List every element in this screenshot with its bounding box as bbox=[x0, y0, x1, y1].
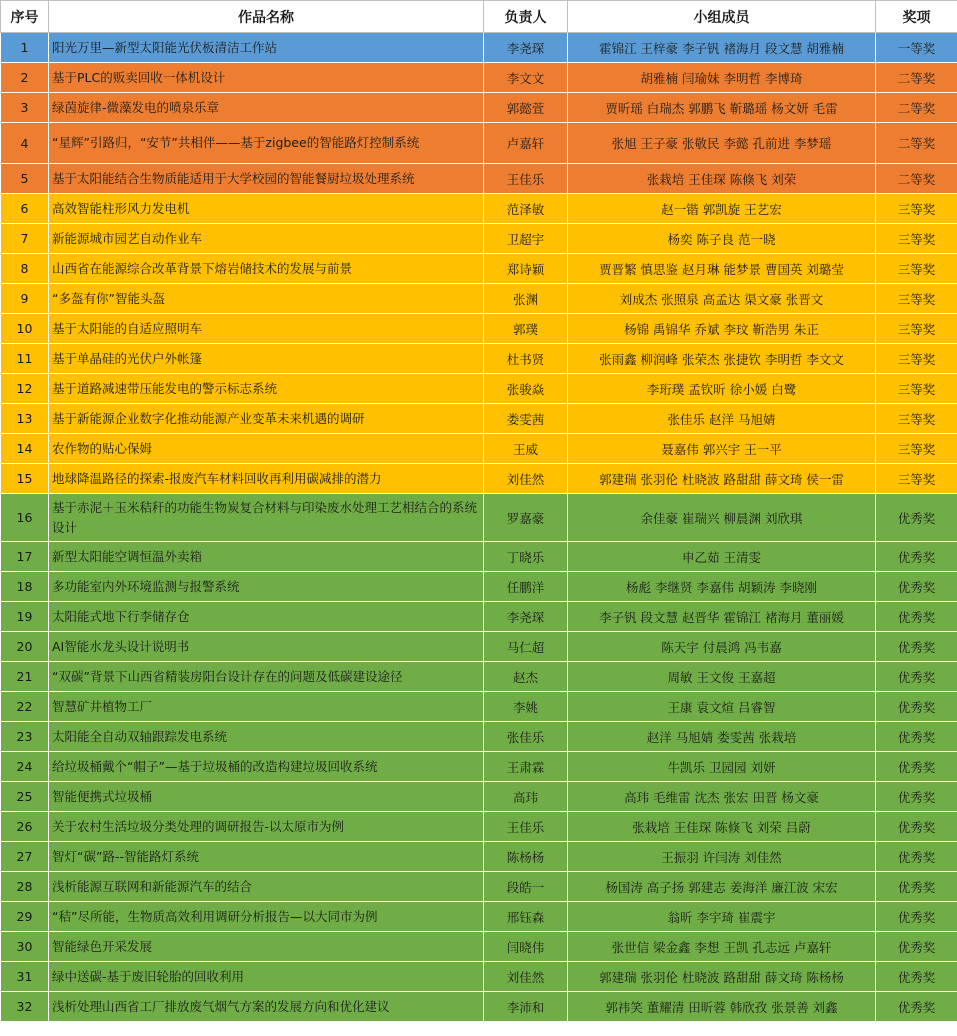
row-title: “多盔有你”智能头盔 bbox=[49, 284, 484, 314]
row-title: 新型太阳能空调恒温外卖箱 bbox=[49, 542, 484, 572]
table-row bbox=[1, 224, 957, 254]
row-index: 1 bbox=[1, 33, 49, 63]
table-row bbox=[1, 254, 957, 284]
row-award: 优秀奖 bbox=[876, 992, 957, 1022]
row-index: 20 bbox=[1, 632, 49, 662]
header-members: 小组成员 bbox=[568, 1, 876, 33]
row-award: 优秀奖 bbox=[876, 902, 957, 932]
row-leader: 任鹏洋 bbox=[484, 572, 568, 602]
row-index: 5 bbox=[1, 164, 49, 194]
row-members: 贾昕瑶 白瑞杰 郭鹏飞 靳璐瑶 杨文妍 毛雷 bbox=[568, 93, 876, 123]
row-leader: 李沛和 bbox=[484, 992, 568, 1022]
row-award: 三等奖 bbox=[876, 314, 957, 344]
row-leader: 李文文 bbox=[484, 63, 568, 93]
row-title: 地球降温路径的探索-报废汽车材料回收再利用碳减排的潜力 bbox=[49, 464, 484, 494]
row-leader: 范泽敏 bbox=[484, 194, 568, 224]
row-award: 一等奖 bbox=[876, 33, 957, 63]
header-title: 作品名称 bbox=[49, 1, 484, 33]
table-row bbox=[1, 572, 957, 602]
table-row bbox=[1, 962, 957, 992]
row-title: 高效智能柱形风力发电机 bbox=[49, 194, 484, 224]
row-index: 26 bbox=[1, 812, 49, 842]
row-leader: 闫晓伟 bbox=[484, 932, 568, 962]
row-title: 基于PLC的贩卖回收一体机设计 bbox=[49, 63, 484, 93]
row-index: 25 bbox=[1, 782, 49, 812]
row-leader: 丁晓乐 bbox=[484, 542, 568, 572]
row-award: 三等奖 bbox=[876, 344, 957, 374]
row-title: 新能源城市园艺自动作业车 bbox=[49, 224, 484, 254]
table-body bbox=[1, 33, 957, 1022]
row-award: 三等奖 bbox=[876, 464, 957, 494]
row-leader: 李姚 bbox=[484, 692, 568, 722]
row-members: 张旭 王子豪 张敬民 李懿 孔前进 李梦瑶 bbox=[568, 123, 876, 164]
table-row bbox=[1, 344, 957, 374]
table-row bbox=[1, 194, 957, 224]
row-title: 多功能室内外环境监测与报警系统 bbox=[49, 572, 484, 602]
row-members: 刘成杰 张照泉 高孟达 渠文豪 张晋文 bbox=[568, 284, 876, 314]
row-members: 聂嘉伟 郭兴宇 王一平 bbox=[568, 434, 876, 464]
row-award: 优秀奖 bbox=[876, 692, 957, 722]
table-row bbox=[1, 63, 957, 93]
row-title: AI智能水龙头设计说明书 bbox=[49, 632, 484, 662]
row-leader: 罗嘉豪 bbox=[484, 494, 568, 542]
row-award: 优秀奖 bbox=[876, 872, 957, 902]
table-row bbox=[1, 602, 957, 632]
row-leader: 刘佳然 bbox=[484, 962, 568, 992]
row-members: 杨彪 李继贤 李嘉伟 胡颖涛 李晓刚 bbox=[568, 572, 876, 602]
row-title: “星辉”引路归，“安节”共相伴——基于zigbee的智能路灯控制系统 bbox=[49, 123, 484, 164]
row-award: 三等奖 bbox=[876, 224, 957, 254]
row-members: 赵洋 马旭婧 娄雯茜 张栽培 bbox=[568, 722, 876, 752]
row-award: 优秀奖 bbox=[876, 602, 957, 632]
row-leader: 刘佳然 bbox=[484, 464, 568, 494]
row-title: 浅析处理山西省工厂排放废气烟气方案的发展方向和优化建议 bbox=[49, 992, 484, 1022]
row-index: 32 bbox=[1, 992, 49, 1022]
row-members: 李珩璞 孟钦昕 徐小媛 白鹭 bbox=[568, 374, 876, 404]
table-row bbox=[1, 662, 957, 692]
row-members: 张栽培 王佳琛 陈倏飞 刘荣 吕蔚 bbox=[568, 812, 876, 842]
row-members: 张雨鑫 柳润峰 张荣杰 张捷钦 李明哲 李文文 bbox=[568, 344, 876, 374]
row-award: 优秀奖 bbox=[876, 722, 957, 752]
row-members: 霍锦江 王梓豪 李子钒 褚海月 段文慧 胡雅楠 bbox=[568, 33, 876, 63]
row-title: 基于单晶硅的光伏户外帐篷 bbox=[49, 344, 484, 374]
row-members: 胡雅楠 闫瑜妹 李明哲 李博琦 bbox=[568, 63, 876, 93]
table-row bbox=[1, 932, 957, 962]
row-index: 8 bbox=[1, 254, 49, 284]
row-title: 山西省在能源综合改革背景下熔岩储技术的发展与前景 bbox=[49, 254, 484, 284]
header-index: 序号 bbox=[1, 1, 49, 33]
row-members: 陈天宇 付晨鸿 冯韦嘉 bbox=[568, 632, 876, 662]
row-members: 余佳豪 崔瑞兴 柳晨渊 刘欣琪 bbox=[568, 494, 876, 542]
table-row bbox=[1, 123, 957, 164]
row-award: 三等奖 bbox=[876, 284, 957, 314]
row-title: 智慧矿井植物工厂 bbox=[49, 692, 484, 722]
row-members: 高玮 毛维雷 沈杰 张宏 田晋 杨文豪 bbox=[568, 782, 876, 812]
table-row bbox=[1, 284, 957, 314]
row-index: 24 bbox=[1, 752, 49, 782]
row-leader: 王威 bbox=[484, 434, 568, 464]
row-leader: 王肃霖 bbox=[484, 752, 568, 782]
row-index: 27 bbox=[1, 842, 49, 872]
row-award: 三等奖 bbox=[876, 194, 957, 224]
row-award: 优秀奖 bbox=[876, 572, 957, 602]
row-index: 9 bbox=[1, 284, 49, 314]
row-leader: 卫超宇 bbox=[484, 224, 568, 254]
row-leader: 段皓一 bbox=[484, 872, 568, 902]
table-row bbox=[1, 812, 957, 842]
row-award: 优秀奖 bbox=[876, 752, 957, 782]
row-title: 基于太阳能结合生物质能适用于大学校园的智能餐厨垃圾处理系统 bbox=[49, 164, 484, 194]
row-title: 阳光万里—新型太阳能光伏板清洁工作站 bbox=[49, 33, 484, 63]
row-title: 关于农村生活垃圾分类处理的调研报告-以太原市为例 bbox=[49, 812, 484, 842]
row-title: “双碳”背景下山西省精装房阳台设计存在的问题及低碳建设途径 bbox=[49, 662, 484, 692]
row-title: “秸”尽所能，生物质高效利用调研分析报告—以大同市为例 bbox=[49, 902, 484, 932]
table-row bbox=[1, 464, 957, 494]
row-leader: 马仁超 bbox=[484, 632, 568, 662]
row-index: 23 bbox=[1, 722, 49, 752]
row-leader: 郭懿萱 bbox=[484, 93, 568, 123]
row-index: 7 bbox=[1, 224, 49, 254]
row-members: 申乙茹 王清雯 bbox=[568, 542, 876, 572]
header-row bbox=[1, 1, 957, 33]
row-title: 绿中送碳-基于废旧轮胎的回收利用 bbox=[49, 962, 484, 992]
table-row bbox=[1, 404, 957, 434]
row-title: 智能便携式垃圾桶 bbox=[49, 782, 484, 812]
row-index: 18 bbox=[1, 572, 49, 602]
row-index: 11 bbox=[1, 344, 49, 374]
row-members: 杨锦 禹锦华 乔斌 李玟 靳浩男 朱正 bbox=[568, 314, 876, 344]
table-row bbox=[1, 782, 957, 812]
row-award: 二等奖 bbox=[876, 93, 957, 123]
table-row bbox=[1, 434, 957, 464]
row-leader: 卢嘉轩 bbox=[484, 123, 568, 164]
row-award: 优秀奖 bbox=[876, 494, 957, 542]
row-award: 优秀奖 bbox=[876, 542, 957, 572]
row-leader: 邢钰森 bbox=[484, 902, 568, 932]
table-row bbox=[1, 752, 957, 782]
row-award: 二等奖 bbox=[876, 164, 957, 194]
row-title: 绿茵旋律-微藻发电的喷泉乐章 bbox=[49, 93, 484, 123]
row-members: 贾晋繁 慎思鉴 赵月琳 能梦景 曹国英 刘璐莹 bbox=[568, 254, 876, 284]
row-index: 14 bbox=[1, 434, 49, 464]
row-title: 给垃圾桶戴个“帽子”—基于垃圾桶的改造构建垃圾回收系统 bbox=[49, 752, 484, 782]
row-leader: 陈杨杨 bbox=[484, 842, 568, 872]
row-index: 17 bbox=[1, 542, 49, 572]
row-award: 二等奖 bbox=[876, 63, 957, 93]
row-members: 张世信 梁金鑫 李想 王凯 孔志远 卢嘉轩 bbox=[568, 932, 876, 962]
row-title: 太阳能全自动双轴跟踪发电系统 bbox=[49, 722, 484, 752]
row-members: 张佳乐 赵洋 马旭婧 bbox=[568, 404, 876, 434]
row-index: 12 bbox=[1, 374, 49, 404]
row-index: 19 bbox=[1, 602, 49, 632]
row-title: 浅析能源互联网和新能源汽车的结合 bbox=[49, 872, 484, 902]
row-index: 6 bbox=[1, 194, 49, 224]
row-leader: 张骏焱 bbox=[484, 374, 568, 404]
row-title: 智灯“碳”路--智能路灯系统 bbox=[49, 842, 484, 872]
row-title: 农作物的贴心保姆 bbox=[49, 434, 484, 464]
row-leader: 王佳乐 bbox=[484, 164, 568, 194]
row-members: 牛凯乐 卫园园 刘妍 bbox=[568, 752, 876, 782]
row-title: 基于新能源企业数字化推动能源产业变革未来机遇的调研 bbox=[49, 404, 484, 434]
row-members: 李子钒 段文慧 赵晋华 霍锦江 褚海月 董丽媛 bbox=[568, 602, 876, 632]
row-members: 郭建瑞 张羽伦 杜晓波 路甜甜 薛文琦 陈杨杨 bbox=[568, 962, 876, 992]
row-award: 优秀奖 bbox=[876, 662, 957, 692]
table-row bbox=[1, 872, 957, 902]
row-members: 郭祎笑 董耀清 田昕蓉 韩欣孜 张景善 刘鑫 bbox=[568, 992, 876, 1022]
row-members: 杨国涛 高子扬 郭建志 姜海洋 廉江波 宋宏 bbox=[568, 872, 876, 902]
row-leader: 娄雯茜 bbox=[484, 404, 568, 434]
row-index: 13 bbox=[1, 404, 49, 434]
table-row bbox=[1, 542, 957, 572]
row-leader: 郭璞 bbox=[484, 314, 568, 344]
row-members: 王康 袁文煊 吕睿智 bbox=[568, 692, 876, 722]
row-leader: 李尧琛 bbox=[484, 602, 568, 632]
row-index: 2 bbox=[1, 63, 49, 93]
row-title: 太阳能式地下行李储存仓 bbox=[49, 602, 484, 632]
row-title: 智能绿色开采发展 bbox=[49, 932, 484, 962]
row-index: 16 bbox=[1, 494, 49, 542]
row-award: 二等奖 bbox=[876, 123, 957, 164]
table-row bbox=[1, 722, 957, 752]
row-leader: 王佳乐 bbox=[484, 812, 568, 842]
row-members: 王振羽 许闫涛 刘佳然 bbox=[568, 842, 876, 872]
row-index: 10 bbox=[1, 314, 49, 344]
row-members: 张栽培 王佳琛 陈倏飞 刘荣 bbox=[568, 164, 876, 194]
row-award: 优秀奖 bbox=[876, 632, 957, 662]
row-award: 三等奖 bbox=[876, 254, 957, 284]
header-leader: 负责人 bbox=[484, 1, 568, 33]
row-index: 15 bbox=[1, 464, 49, 494]
header-award: 奖项 bbox=[876, 1, 957, 33]
row-index: 3 bbox=[1, 93, 49, 123]
row-award: 优秀奖 bbox=[876, 932, 957, 962]
row-index: 22 bbox=[1, 692, 49, 722]
row-title: 基于太阳能的自适应照明车 bbox=[49, 314, 484, 344]
row-award: 优秀奖 bbox=[876, 962, 957, 992]
table-row bbox=[1, 992, 957, 1022]
row-index: 21 bbox=[1, 662, 49, 692]
row-index: 28 bbox=[1, 872, 49, 902]
row-members: 翁昕 李宇琦 崔震宇 bbox=[568, 902, 876, 932]
row-leader: 郑诗颖 bbox=[484, 254, 568, 284]
row-award: 优秀奖 bbox=[876, 842, 957, 872]
row-leader: 高玮 bbox=[484, 782, 568, 812]
table-row bbox=[1, 494, 957, 542]
row-index: 4 bbox=[1, 123, 49, 164]
row-members: 赵一锴 郭凯旋 王艺宏 bbox=[568, 194, 876, 224]
row-leader: 张渊 bbox=[484, 284, 568, 314]
row-index: 31 bbox=[1, 962, 49, 992]
table-row bbox=[1, 632, 957, 662]
row-award: 优秀奖 bbox=[876, 782, 957, 812]
row-leader: 张佳乐 bbox=[484, 722, 568, 752]
row-title: 基于赤泥＋玉米秸秆的功能生物炭复合材料与印染废水处理工艺相结合的系统设计 bbox=[49, 494, 484, 542]
table-row bbox=[1, 692, 957, 722]
row-award: 三等奖 bbox=[876, 374, 957, 404]
row-award: 三等奖 bbox=[876, 434, 957, 464]
row-leader: 赵杰 bbox=[484, 662, 568, 692]
row-members: 郭建瑞 张羽伦 杜晓波 路甜甜 薛文琦 侯一雷 bbox=[568, 464, 876, 494]
row-leader: 李尧琛 bbox=[484, 33, 568, 63]
row-index: 29 bbox=[1, 902, 49, 932]
row-members: 周敏 王文俊 王嘉超 bbox=[568, 662, 876, 692]
row-leader: 杜书贤 bbox=[484, 344, 568, 374]
table-row bbox=[1, 164, 957, 194]
table-row bbox=[1, 33, 957, 63]
table-row bbox=[1, 93, 957, 123]
table-row bbox=[1, 374, 957, 404]
table-row bbox=[1, 902, 957, 932]
row-index: 30 bbox=[1, 932, 49, 962]
table-row bbox=[1, 842, 957, 872]
row-members: 杨奕 陈子良 范一晓 bbox=[568, 224, 876, 254]
row-award: 优秀奖 bbox=[876, 812, 957, 842]
row-title: 基于道路减速带压能发电的警示标志系统 bbox=[49, 374, 484, 404]
table-row bbox=[1, 314, 957, 344]
row-award: 三等奖 bbox=[876, 404, 957, 434]
